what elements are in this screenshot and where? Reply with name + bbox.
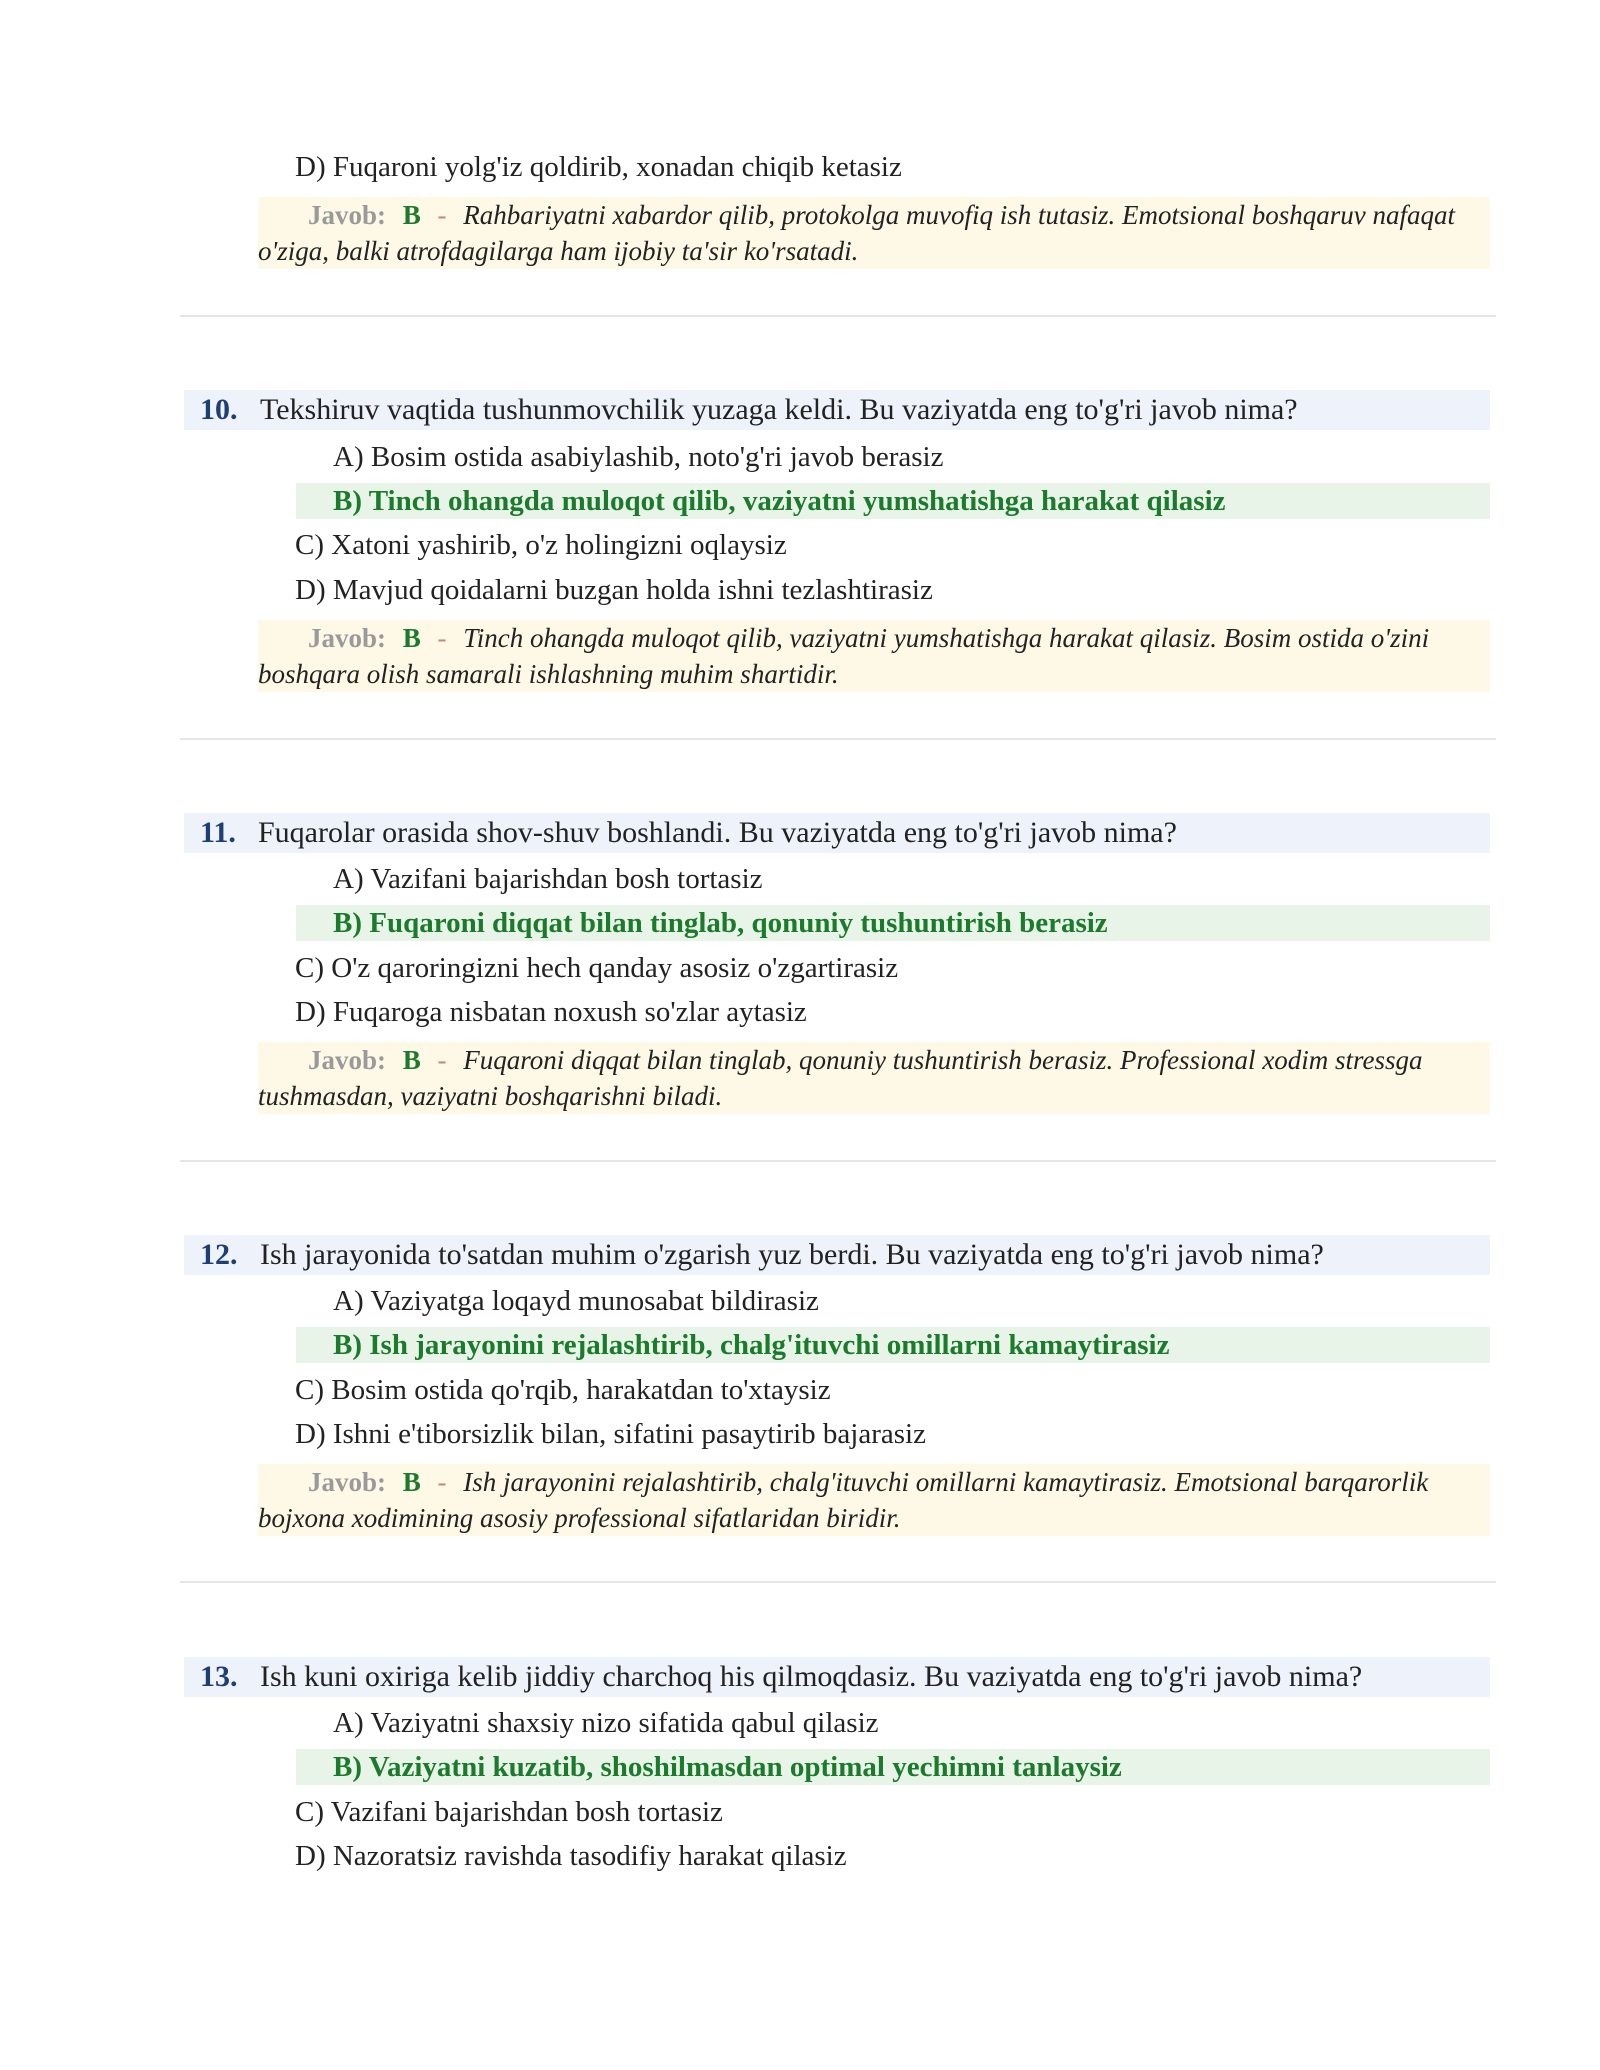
answer-explanation-box: [258, 1042, 1490, 1114]
answer-label: Javob:: [308, 200, 387, 230]
option-c: C) Xatoni yashirib, o'z holingizni oqlaysiz: [295, 529, 787, 561]
answer-label: Javob:: [308, 1045, 387, 1075]
option-b-correct: B) Ish jarayonini rejalashtirib, chalg'ituvchi omillarni kamaytirasiz: [333, 1329, 1170, 1361]
question-text: Fuqarolar orasida shov-shuv boshlandi. Bu vaziyatda eng to'g'ri javob nima?: [258, 816, 1177, 849]
option-b-correct: B) Tinch ohangda muloqot qilib, vaziyatni yumshatishga harakat qilasiz: [333, 485, 1226, 517]
option-c: C) Bosim ostida qo'rqib, harakatdan to'xtaysiz: [295, 1374, 831, 1406]
divider: [180, 738, 1496, 740]
answer-letter: B: [402, 1467, 421, 1497]
option-a: A) Vazifani bajarishdan bosh tortasiz: [333, 863, 763, 895]
option-b-correct: B) Fuqaroni diqqat bilan tinglab, qonuniy tushuntirish berasiz: [333, 907, 1108, 939]
option-d: D) Ishni e'tiborsizlik bilan, sifatini pasaytirib bajarasiz: [295, 1418, 926, 1450]
option-d: D) Mavjud qoidalarni buzgan holda ishni tezlashtirasiz: [295, 574, 933, 606]
option-a: A) Bosim ostida asabiylashib, noto'g'ri javob berasiz: [333, 441, 944, 473]
option-b-correct: B) Vaziyatni kuzatib, shoshilmasdan optimal yechimni tanlaysiz: [333, 1751, 1122, 1783]
answer-text: Ish jarayonini rejalashtirib, chalg'ituvchi omillarni kamaytirasiz. Emotsional barqarorlik bojxona xodimining asosiy professional sifatlaridan biridir.: [258, 1467, 1429, 1533]
question-number: 10.: [200, 393, 238, 426]
answer-explanation-box: [258, 620, 1490, 692]
answer-explanation-box: [258, 1464, 1490, 1536]
option-c: C) O'z qaroringizni hech qanday asosiz o'zgartirasiz: [295, 952, 899, 984]
answer-text: Tinch ohangda muloqot qilib, vaziyatni yumshatishga harakat qilasiz. Bosim ostida o'zini boshqara olish samarali ishlashning muhim shartidir.: [258, 623, 1430, 689]
answer-label: Javob:: [308, 1467, 387, 1497]
question-text: Ish kuni oxiriga kelib jiddiy charchoq his qilmoqdasiz. Bu vaziyatda eng to'g'ri javob nima?: [260, 1660, 1363, 1693]
answer-letter: B: [402, 200, 421, 230]
answer-letter: B: [402, 623, 421, 653]
answer-explanation-box: [258, 197, 1490, 269]
divider: [180, 1581, 1496, 1583]
divider: [180, 1160, 1496, 1162]
option-c: C) Vazifani bajarishdan bosh tortasiz: [295, 1796, 723, 1828]
option-d: D) Fuqaroni yolg'iz qoldirib, xonadan chiqib ketasiz: [295, 151, 902, 183]
answer-dash: -: [437, 200, 447, 230]
option-d: D) Fuqaroga nisbatan noxush so'zlar aytasiz: [295, 996, 807, 1028]
option-d: D) Nazoratsiz ravishda tasodifiy harakat qilasiz: [295, 1840, 847, 1872]
answer-label: Javob:: [308, 623, 387, 653]
answer-dash: -: [437, 1467, 447, 1497]
answer-dash: -: [437, 1045, 447, 1075]
question-number: 13.: [200, 1660, 238, 1693]
question-text: Ish jarayonida to'satdan muhim o'zgarish yuz berdi. Bu vaziyatda eng to'g'ri javob nima?: [260, 1238, 1324, 1271]
option-a: A) Vaziyatga loqayd munosabat bildirasiz: [333, 1285, 819, 1317]
question-number: 12.: [200, 1238, 238, 1271]
option-a: A) Vaziyatni shaxsiy nizo sifatida qabul qilasiz: [333, 1707, 879, 1739]
question-text: Tekshiruv vaqtida tushunmovchilik yuzaga keldi. Bu vaziyatda eng to'g'ri javob nima?: [260, 393, 1298, 426]
answer-letter: B: [402, 1045, 421, 1075]
answer-text: Fuqaroni diqqat bilan tinglab, qonuniy tushuntirish berasiz. Professional xodim stressga tushmasdan, vaziyatni boshqarishni biladi.: [258, 1045, 1423, 1111]
divider: [180, 315, 1496, 317]
question-number: 11.: [200, 816, 236, 849]
answer-text: Rahbariyatni xabardor qilib, protokolga muvofiq ish tutasiz. Emotsional boshqaruv nafaqat o'ziga, balki atrofdagilarga ham ijobiy ta'sir ko'rsatadi.: [258, 200, 1456, 266]
answer-dash: -: [437, 623, 447, 653]
